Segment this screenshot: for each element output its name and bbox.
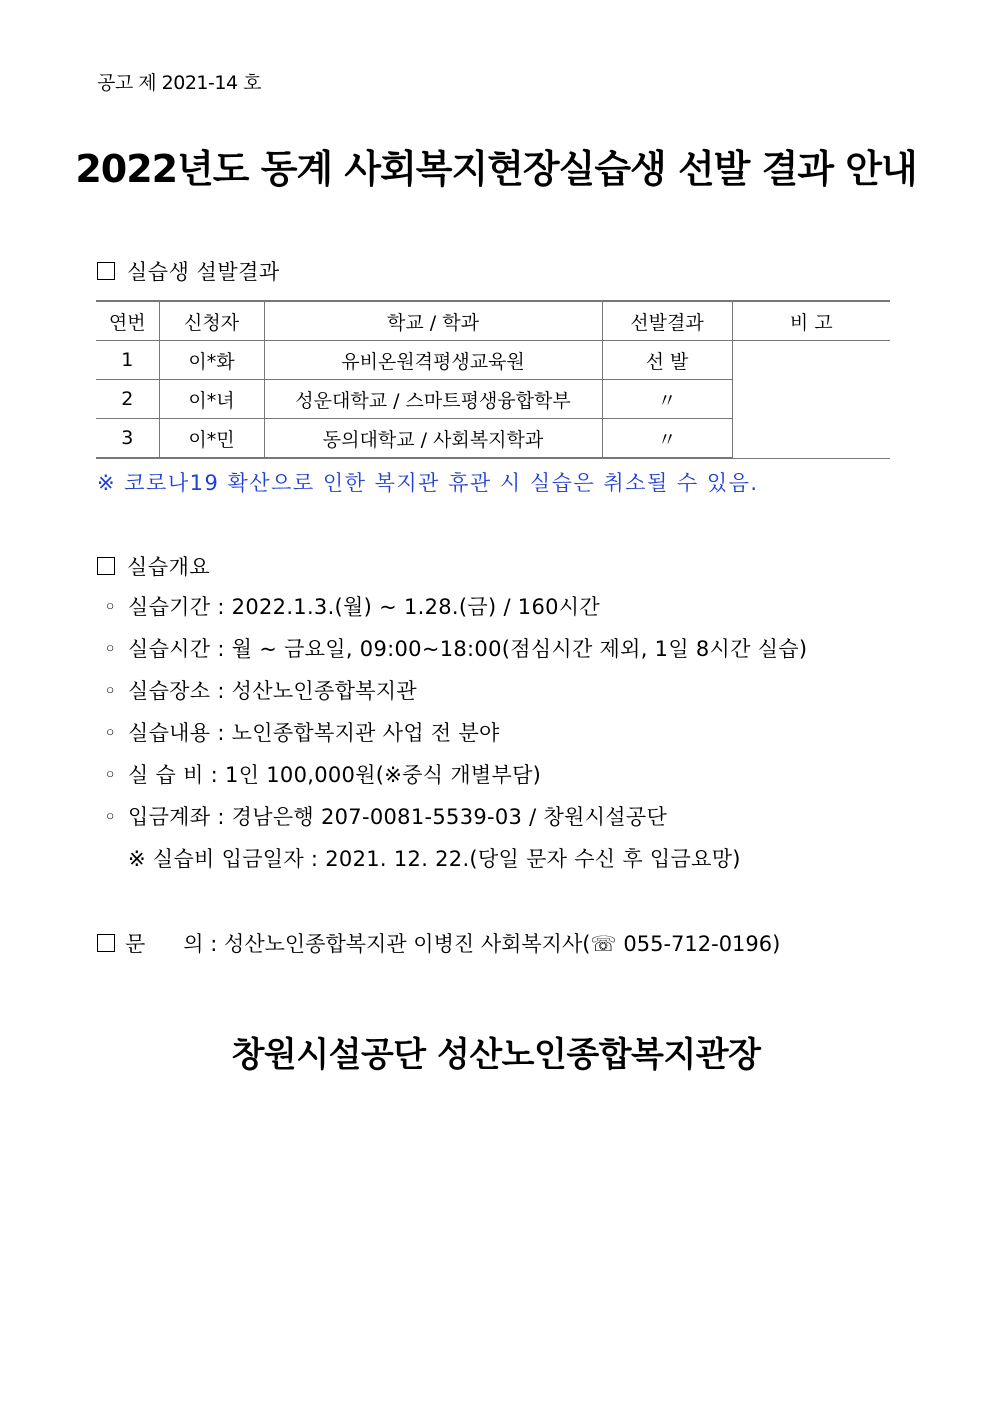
- list-item: [104, 760, 807, 802]
- list-item: [104, 676, 807, 718]
- list-item-text: 실습내용 : 노인종합복지관 사업 전 분야: [128, 721, 500, 745]
- cell-applicant: 이*화: [159, 341, 264, 380]
- bullet-icon: ◦: [104, 721, 117, 745]
- cell-school: 유비온원격평생교육원: [264, 341, 602, 380]
- bullet-icon: ◦: [104, 679, 117, 703]
- header-school: 학교 / 학과: [264, 301, 602, 341]
- cell-result: 〃: [602, 380, 732, 419]
- section-heading-text: 실습개요: [127, 555, 211, 579]
- list-item-text: 실습기간 : 2022.1.3.(월) ~ 1.28.(금) / 160시간: [128, 595, 600, 619]
- checkbox-square-icon: [97, 934, 115, 952]
- covid-cancellation-note: ※ 코로나19 확산으로 인한 복지관 휴관 시 실습은 취소될 수 있음.: [97, 471, 759, 495]
- section-heading-text: 실습생 설발결과: [127, 260, 280, 284]
- header-result: 선발결과: [602, 301, 732, 341]
- list-item: [104, 634, 807, 676]
- selection-result-table: [96, 300, 890, 459]
- cell-result: 선 발: [602, 341, 732, 380]
- cell-school: 성운대학교 / 스마트평생융합학부: [264, 380, 602, 419]
- document-title: 2022년도 동계 사회복지현장실습생 선발 결과 안내: [75, 147, 917, 191]
- cell-no: 3: [96, 419, 159, 459]
- contact-text: : 성산노인종합복지관 이병진 사회복지사(☏ 055-712-0196): [210, 932, 781, 956]
- section-overview-heading: [97, 551, 210, 581]
- table-row: [96, 341, 890, 380]
- notice-number: 공고 제 2021-14 호: [97, 72, 261, 94]
- header-applicant: 신청자: [159, 301, 264, 341]
- list-item-text: 입금계좌 : 경남은행 207-0081-5539-03 / 창원시설공단: [128, 805, 668, 829]
- list-item-text: 실 습 비 : 1인 100,000원(※중식 개별부담): [128, 763, 542, 787]
- cell-no: 1: [96, 341, 159, 380]
- header-remarks: 비 고: [732, 301, 890, 341]
- table-header-row: [96, 301, 890, 341]
- list-item-text: 실습시간 : 월 ~ 금요일, 09:00~18:00(점심시간 제외, 1일 8시간 실습): [128, 637, 808, 661]
- organization-signature: 창원시설공단 성산노인종합복지관장: [231, 1035, 761, 1075]
- bullet-icon: ◦: [104, 637, 117, 661]
- contact-line: [97, 928, 780, 958]
- header-no: 연번: [96, 301, 159, 341]
- bullet-icon: ◦: [104, 595, 117, 619]
- contact-label-second: 의: [183, 932, 204, 956]
- cell-no: 2: [96, 380, 159, 419]
- payment-date-note: ※ 실습비 입금일자 : 2021. 12. 22.(당일 문자 수신 후 입금요망): [128, 847, 741, 871]
- cell-applicant: 이*민: [159, 419, 264, 459]
- list-item: [104, 592, 807, 634]
- contact-label-first: 문: [125, 932, 146, 956]
- checkbox-square-icon: [97, 262, 115, 280]
- section-selection-result-heading: [97, 256, 280, 286]
- list-item: [104, 802, 807, 844]
- cell-result: 〃: [602, 419, 732, 459]
- cell-school: 동의대학교 / 사회복지학과: [264, 419, 602, 459]
- list-item-text: 실습장소 : 성산노인종합복지관: [128, 679, 417, 703]
- overview-list: [104, 592, 807, 874]
- bullet-icon: ◦: [104, 763, 117, 787]
- list-item: [104, 718, 807, 760]
- cell-applicant: 이*녀: [159, 380, 264, 419]
- checkbox-square-icon: [97, 557, 115, 575]
- cell-remarks: [732, 341, 890, 459]
- bullet-icon: ◦: [104, 805, 117, 829]
